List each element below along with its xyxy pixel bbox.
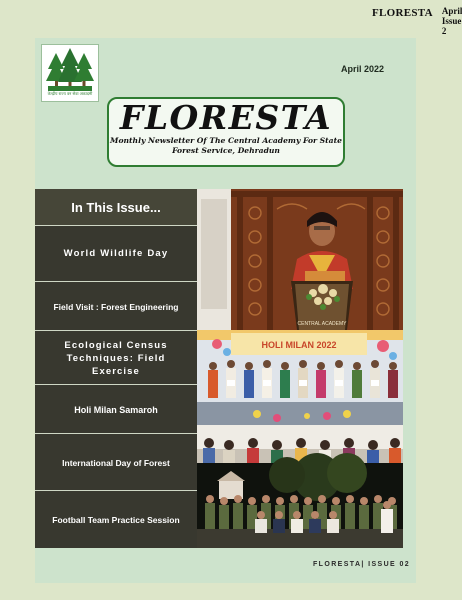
- toc-item-field-visit[interactable]: [35, 283, 197, 331]
- photo-audience: [197, 425, 403, 463]
- running-head-title: FLORESTA: [372, 7, 433, 19]
- podium-text: CENTRAL ACADEMY: [297, 321, 347, 327]
- toc-item-world-wildlife-day[interactable]: [35, 226, 197, 282]
- toc-item-label: Field Visit : Forest Engineering: [53, 301, 179, 312]
- toc-item-label: Football Team Practice Session: [52, 515, 180, 525]
- masthead-subtitle-line2: Forest Service, Dehradun: [172, 146, 280, 155]
- cover-page: [35, 38, 416, 583]
- running-head-issue: [442, 4, 462, 36]
- table-of-contents: [35, 189, 197, 548]
- toc-item-label: World Wildlife Day: [63, 248, 169, 259]
- running-head: [372, 4, 462, 36]
- toc-item-label: International Day of Forest: [62, 457, 170, 468]
- footer-issue: FLORESTA| ISSUE 02: [313, 561, 411, 568]
- toc-item-label: Holi Milan Samaroh: [74, 404, 158, 415]
- toc-item-holi-milan[interactable]: [35, 386, 197, 434]
- photo-holi-group: [197, 330, 403, 425]
- masthead-subtitle-line1: Monthly Newsletter Of The Central Academy For State: [110, 136, 342, 145]
- toc-item-international-day-of-forest[interactable]: [35, 435, 197, 491]
- running-head-issue-number: Issue 2: [441, 16, 462, 36]
- photo-speaker-at-podium: [197, 189, 403, 330]
- issue-date: April 2022: [341, 64, 385, 74]
- logo-caption: केन्द्रीय राज्य वन सेवा अकादमी: [47, 91, 93, 96]
- toc-item-ecological-census[interactable]: [35, 332, 197, 385]
- toc-header: In This Issue...: [35, 189, 197, 226]
- academy-logo: [41, 44, 99, 102]
- photo-forest-team-group: [197, 463, 403, 548]
- masthead-box: [107, 97, 345, 167]
- running-head-month: April: [441, 6, 462, 16]
- masthead-title: FLORESTA: [119, 98, 333, 137]
- toc-item-football-practice[interactable]: [35, 492, 197, 548]
- toc-item-label: Ecological Census Techniques: Field Exercise: [64, 339, 168, 377]
- photo-collage: [197, 189, 403, 548]
- holi-banner-text: HOLI MILAN 2022: [261, 340, 337, 350]
